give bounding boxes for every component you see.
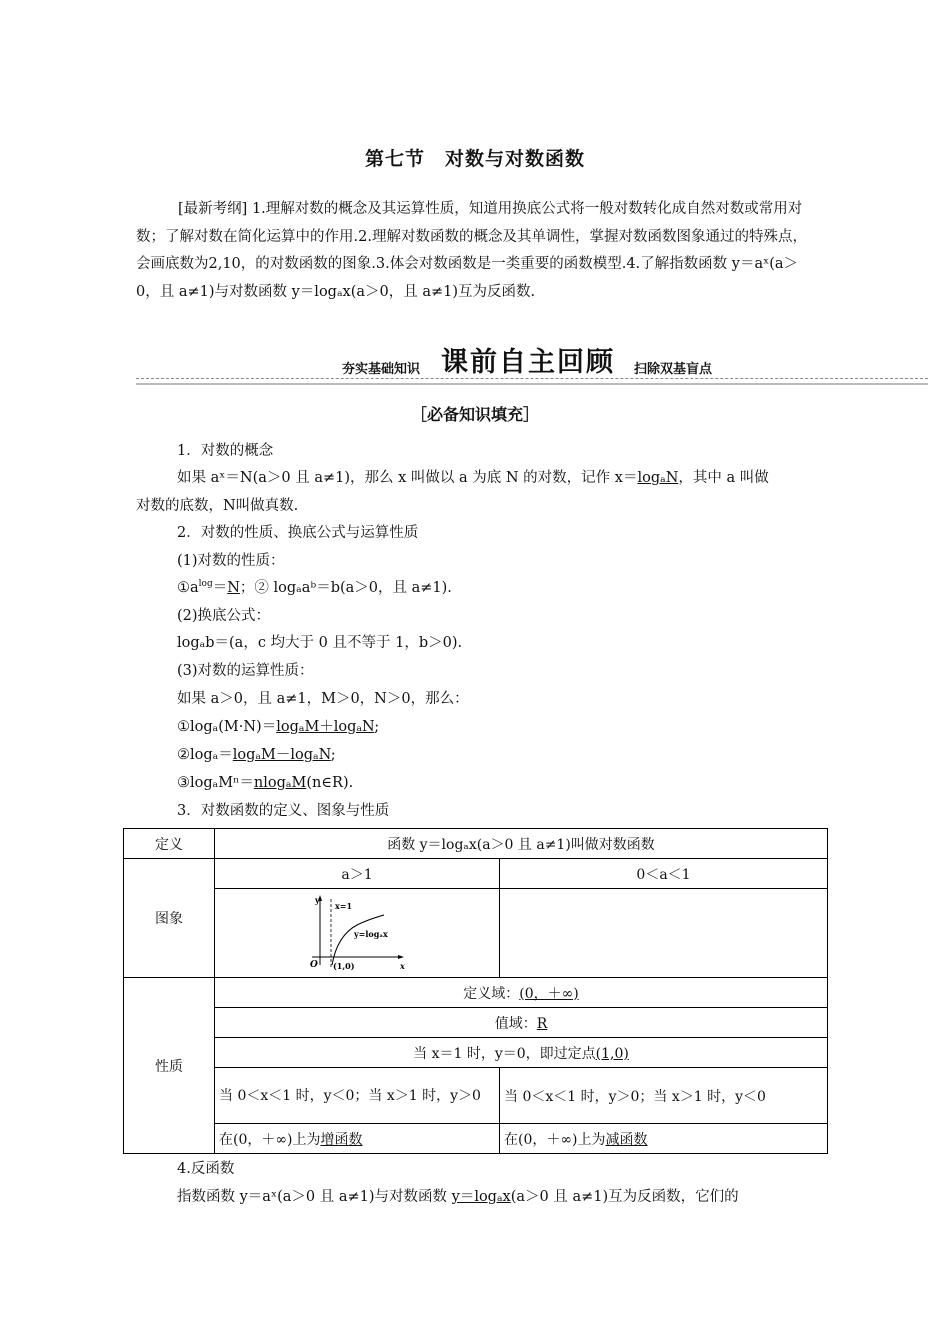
s2-p2: (2)换底公式： bbox=[177, 608, 271, 624]
domain-answer: (0，＋∞) bbox=[519, 985, 579, 1002]
syllabus bbox=[136, 196, 816, 306]
s2-rule3-pre: ③logₐMⁿ＝ bbox=[177, 775, 254, 791]
sign-a-lt1: 当 0＜x＜1 时，y＞0；当 x＞1 时，y＜0 bbox=[500, 1068, 828, 1124]
s2-p1a-pre: ①a bbox=[177, 580, 199, 596]
s2-p2a: logₐb＝(a，c 均大于 0 且不等于 1，b＞0). bbox=[177, 635, 463, 651]
s1-line1-answer: logₐN bbox=[637, 470, 679, 486]
banner-main: 课前自主回顾 bbox=[441, 347, 615, 378]
sign-a-gt1: 当 0＜x＜1 时，y＜0；当 x＞1 时，y＞0 bbox=[215, 1068, 500, 1124]
domain-cell bbox=[215, 978, 828, 1008]
s4-line-pre: 指数函数 y＝aˣ(a＞0 且 a≠1)与对数函数 bbox=[177, 1189, 452, 1205]
graph-curve-label: y=logₐx bbox=[354, 929, 388, 939]
s4-line-post: (a＞0 且 a≠1)互为反函数，它们的 bbox=[510, 1189, 739, 1205]
x-axis-arrow bbox=[398, 955, 404, 959]
s2-p3: (3)对数的运算性质： bbox=[177, 663, 314, 679]
s2-rule3-post: (n∈R). bbox=[306, 775, 354, 791]
domain-pre: 定义域： bbox=[463, 985, 520, 1002]
section-banner bbox=[136, 340, 928, 380]
mono-lt1-answer: 减函数 bbox=[605, 1131, 648, 1148]
prop-label: 性质 bbox=[124, 978, 215, 1154]
banner-rule bbox=[136, 378, 928, 385]
col-a-gt1: a＞1 bbox=[215, 859, 500, 889]
graph-cell-a-lt1 bbox=[500, 889, 828, 978]
fixed-point-cell bbox=[215, 1038, 828, 1068]
syllabus-text: 1.理解对数的概念及其运算性质，知道用换底公式将一般对数转化成自然对数或常用对数；了解对数在简化运算中的作用.2.理解对数函数的概念及其单调性，掌握对数函数图象通过的特殊点，会画底数为2,10，的对数函数的图象.3.体会对数函数是一类重要的函数模型.4.了解指数函数 y＝aˣ(a＞0，且 a≠1)与对数函数 y＝logₐx(a＞0，且 a≠1)互为反函数. bbox=[136, 201, 807, 300]
s2-rule1-post: ; bbox=[374, 719, 380, 735]
mono-a-lt1 bbox=[500, 1124, 828, 1154]
s2-rule2 bbox=[177, 743, 336, 764]
s1-heading: 1．对数的概念 bbox=[177, 443, 274, 459]
mono-gt1-answer: 增函数 bbox=[320, 1131, 363, 1148]
graph-y-label: y bbox=[315, 895, 320, 905]
s2-p1: (1)对数的性质： bbox=[177, 553, 285, 569]
s2-p1a-exp: log bbox=[198, 579, 213, 590]
s1-line2: 对数的底数，N叫做真数. bbox=[136, 498, 299, 514]
s1-line1-pre: 如果 aˣ＝N(a＞0 且 a≠1)，那么 x 叫做以 a 为底 N 的对数，记作 x＝ bbox=[177, 470, 638, 486]
graph-x-label: x bbox=[400, 961, 405, 971]
s2-p1a-eq: ＝ bbox=[212, 580, 228, 596]
log-graph bbox=[302, 893, 412, 973]
range-answer: R bbox=[536, 1015, 548, 1032]
s4-line bbox=[177, 1185, 739, 1206]
graph-asym-label: x=1 bbox=[335, 901, 353, 911]
range-pre: 值域： bbox=[494, 1015, 537, 1032]
s2-rule3 bbox=[177, 771, 353, 792]
syllabus-label: [最新考纲] bbox=[178, 201, 248, 217]
s2-rule2-pre: ②logₐ＝ bbox=[177, 747, 233, 763]
col-a-lt1: 0＜a＜1 bbox=[500, 859, 828, 889]
def-label: 定义 bbox=[124, 829, 215, 859]
def-text: 函数 y＝logₐx(a＞0 且 a≠1)叫做对数函数 bbox=[215, 829, 828, 859]
graph-label: 图象 bbox=[124, 859, 215, 978]
s2-rule1-pre: ①logₐ(M·N)＝ bbox=[177, 719, 277, 735]
s4-heading: 4.反函数 bbox=[177, 1161, 235, 1177]
banner-left: 夯实基础知识 bbox=[342, 362, 421, 377]
s2-p1a-answer: N bbox=[227, 580, 240, 596]
graph-point-label: (1,0) bbox=[333, 961, 355, 971]
s2-rule2-answer: logₐM－logₐN bbox=[232, 747, 331, 763]
range-cell bbox=[215, 1008, 828, 1038]
graph-cell-a-gt1 bbox=[215, 889, 500, 978]
s2-p1a-rest: ；② logₐaᵇ＝b(a＞0，且 a≠1). bbox=[239, 580, 452, 596]
s1-line1-post: ，其中 a 叫做 bbox=[678, 470, 769, 486]
graph-origin: O bbox=[310, 960, 318, 970]
log-function-table bbox=[123, 828, 828, 1154]
s2-rule3-answer: nlogₐM bbox=[253, 775, 307, 791]
mono-gt1-pre: 在(0，＋∞)上为 bbox=[219, 1131, 321, 1148]
banner-right: 扫除双基盲点 bbox=[634, 362, 713, 377]
s2-p3a: 如果 a＞0，且 a≠1，M＞0，N＞0，那么： bbox=[177, 691, 469, 707]
s2-p1a bbox=[177, 576, 452, 597]
s1-line1 bbox=[177, 466, 769, 487]
s3-heading: 3．对数函数的定义、图象与性质 bbox=[177, 803, 390, 819]
s2-heading: 2．对数的性质、换底公式与运算性质 bbox=[177, 525, 419, 541]
subhead: ［必备知识填充］ bbox=[410, 405, 539, 424]
fixed-answer: (1,0) bbox=[595, 1045, 629, 1062]
fixed-pre: 当 x＝1 时，y＝0，即过定点 bbox=[413, 1045, 596, 1062]
s2-rule2-post: ; bbox=[330, 747, 336, 763]
page-title: 第七节 对数与对数函数 bbox=[364, 148, 585, 170]
mono-lt1-pre: 在(0，＋∞)上为 bbox=[504, 1131, 606, 1148]
mono-a-gt1 bbox=[215, 1124, 500, 1154]
s4-line-answer: y＝logₐx bbox=[451, 1189, 511, 1205]
s2-rule1 bbox=[177, 715, 379, 736]
s2-rule1-answer: logₐM＋logₐN bbox=[276, 719, 375, 735]
